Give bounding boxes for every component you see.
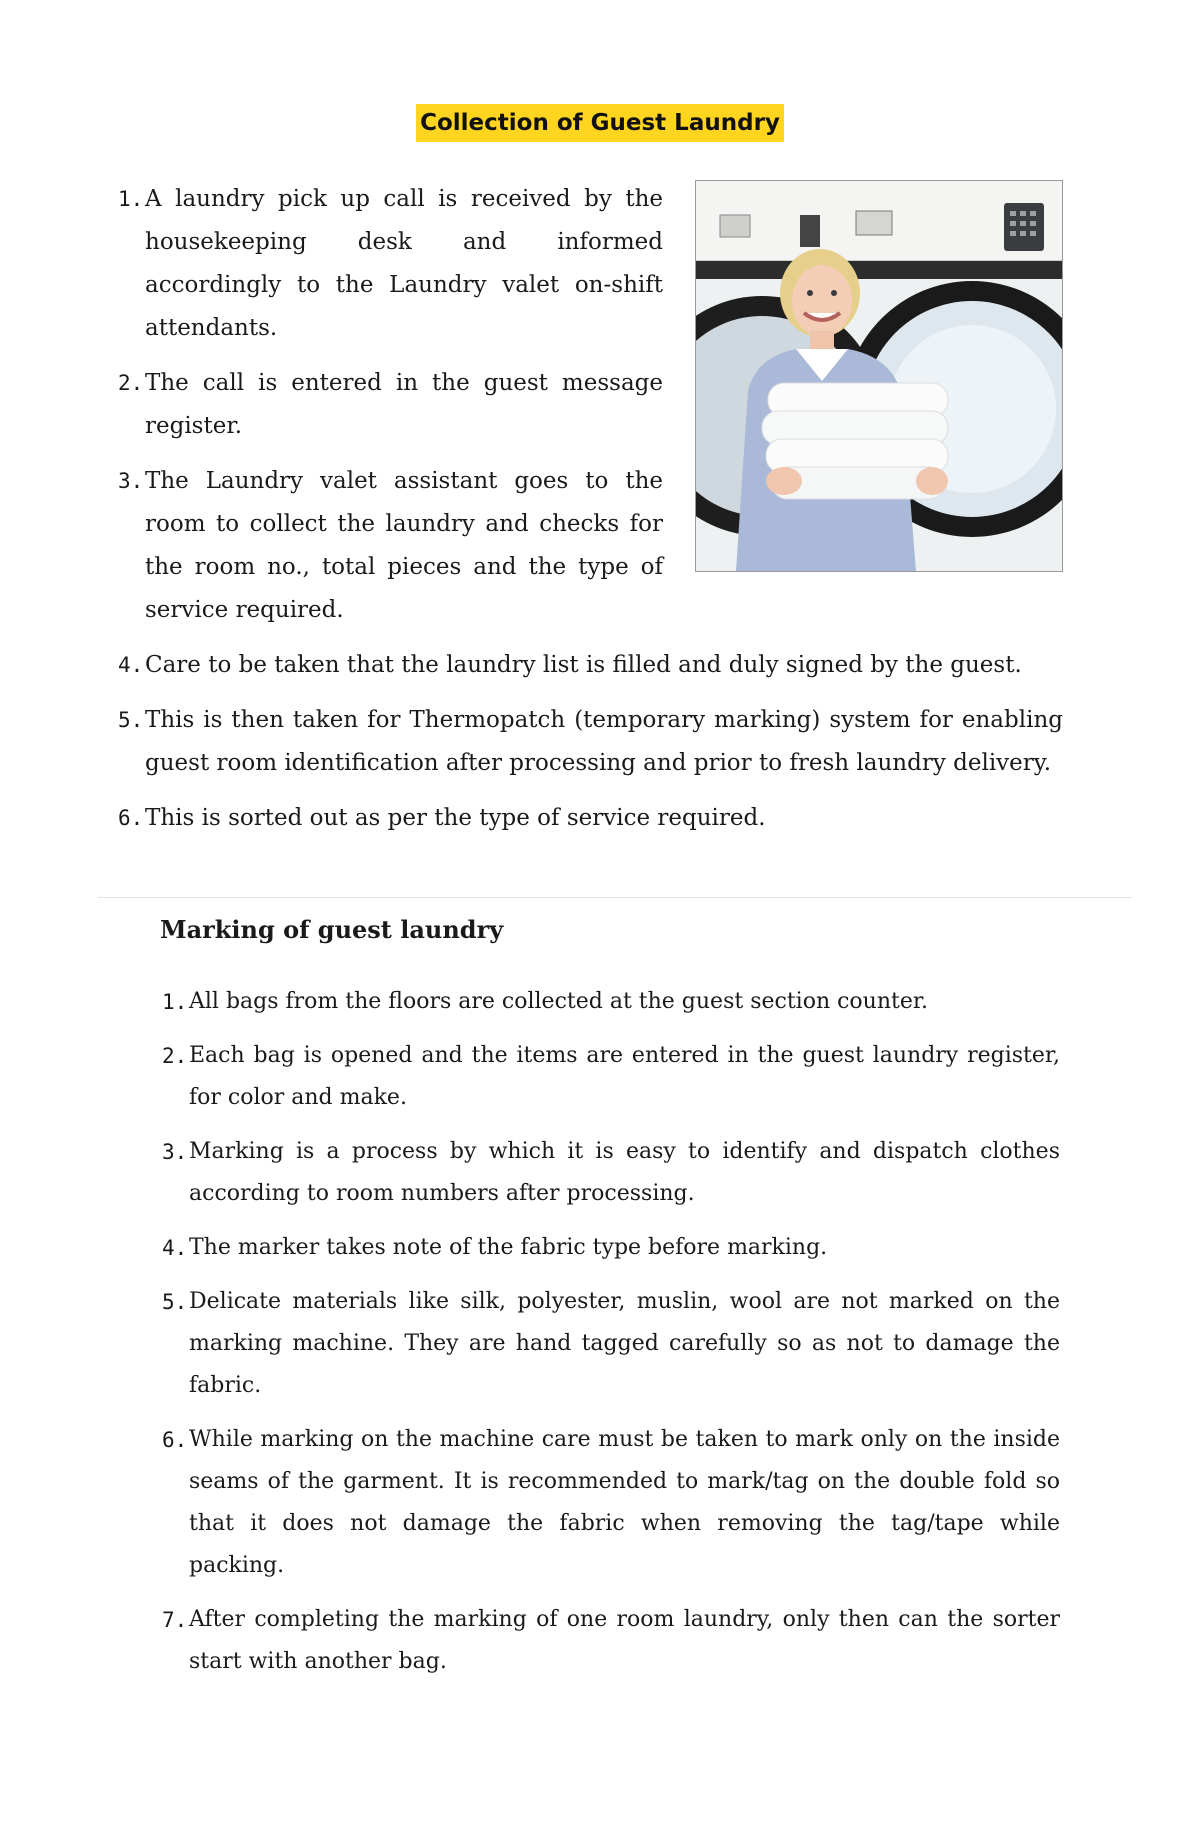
list-item-text: Marking is a process by which it is easy to identify and dispatch clothes according to room numbers after processing. [189, 1139, 1060, 1206]
list-item [162, 1281, 1060, 1407]
list-item [118, 699, 1063, 785]
page-title: Collection of Guest Laundry [416, 104, 784, 142]
list-item [162, 1131, 1060, 1215]
list-item-number: 1. [162, 990, 188, 1014]
list-item-number: 2. [162, 1044, 188, 1068]
list-item-number: 3. [118, 469, 144, 493]
collection-section [118, 178, 1063, 852]
list-item-text: This is then taken for Thermopatch (temporary marking) system for enabling guest room identification after processing and prior to fresh laundry delivery. [145, 707, 1063, 776]
list-item-number: 4. [162, 1236, 188, 1260]
list-item [118, 797, 1063, 840]
marking-steps-list [162, 981, 1060, 1683]
list-item [118, 644, 1063, 687]
list-item-text: After completing the marking of one room laundry, only then can the sorter start with another bag. [189, 1607, 1060, 1674]
marking-heading: Marking of guest laundry [160, 915, 504, 944]
list-item [162, 981, 1060, 1023]
list-item-number: 7. [162, 1608, 188, 1632]
section-divider [98, 897, 1132, 898]
list-item [118, 460, 1063, 632]
list-item-text: The Laundry valet assistant goes to the room to collect the laundry and checks for the room no., total pieces and the type of service required. [145, 468, 663, 623]
marking-section [162, 981, 1060, 1695]
list-item [162, 1227, 1060, 1269]
list-item-text: The call is entered in the guest message register. [145, 370, 663, 439]
list-item-number: 6. [118, 806, 144, 830]
list-item-number: 3. [162, 1140, 188, 1164]
list-item-number: 4. [118, 653, 144, 677]
list-item [118, 178, 1063, 350]
list-item [162, 1035, 1060, 1119]
list-item-number: 6. [162, 1428, 188, 1452]
list-item-text: While marking on the machine care must be taken to mark only on the inside seams of the garment. It is recommended to mark/tag on the double fold so that it does not damage the fabric when removing the tag/tape while packing. [189, 1427, 1060, 1578]
list-item [162, 1419, 1060, 1587]
list-item-number: 2. [118, 371, 144, 395]
list-item-number: 5. [118, 708, 144, 732]
list-item-text: Care to be taken that the laundry list is filled and duly signed by the guest. [145, 652, 1022, 678]
list-item-number: 1. [118, 187, 144, 211]
list-item-text: A laundry pick up call is received by the housekeeping desk and informed accordingly to the Laundry valet on-shift attendants. [145, 186, 663, 341]
list-item [162, 1599, 1060, 1683]
list-item-text: This is sorted out as per the type of service required. [145, 805, 766, 831]
title-container [0, 104, 1200, 142]
list-item [118, 362, 1063, 448]
list-item-text: All bags from the floors are collected at the guest section counter. [189, 989, 928, 1014]
list-item-text: Delicate materials like silk, polyester, muslin, wool are not marked on the marking machine. They are hand tagged carefully so as not to damage the fabric. [189, 1289, 1060, 1398]
list-item-number: 5. [162, 1290, 188, 1314]
list-item-text: Each bag is opened and the items are entered in the guest laundry register, for color and make. [189, 1043, 1060, 1110]
list-item-text: The marker takes note of the fabric type before marking. [189, 1235, 828, 1260]
collection-steps-list [118, 178, 1063, 840]
